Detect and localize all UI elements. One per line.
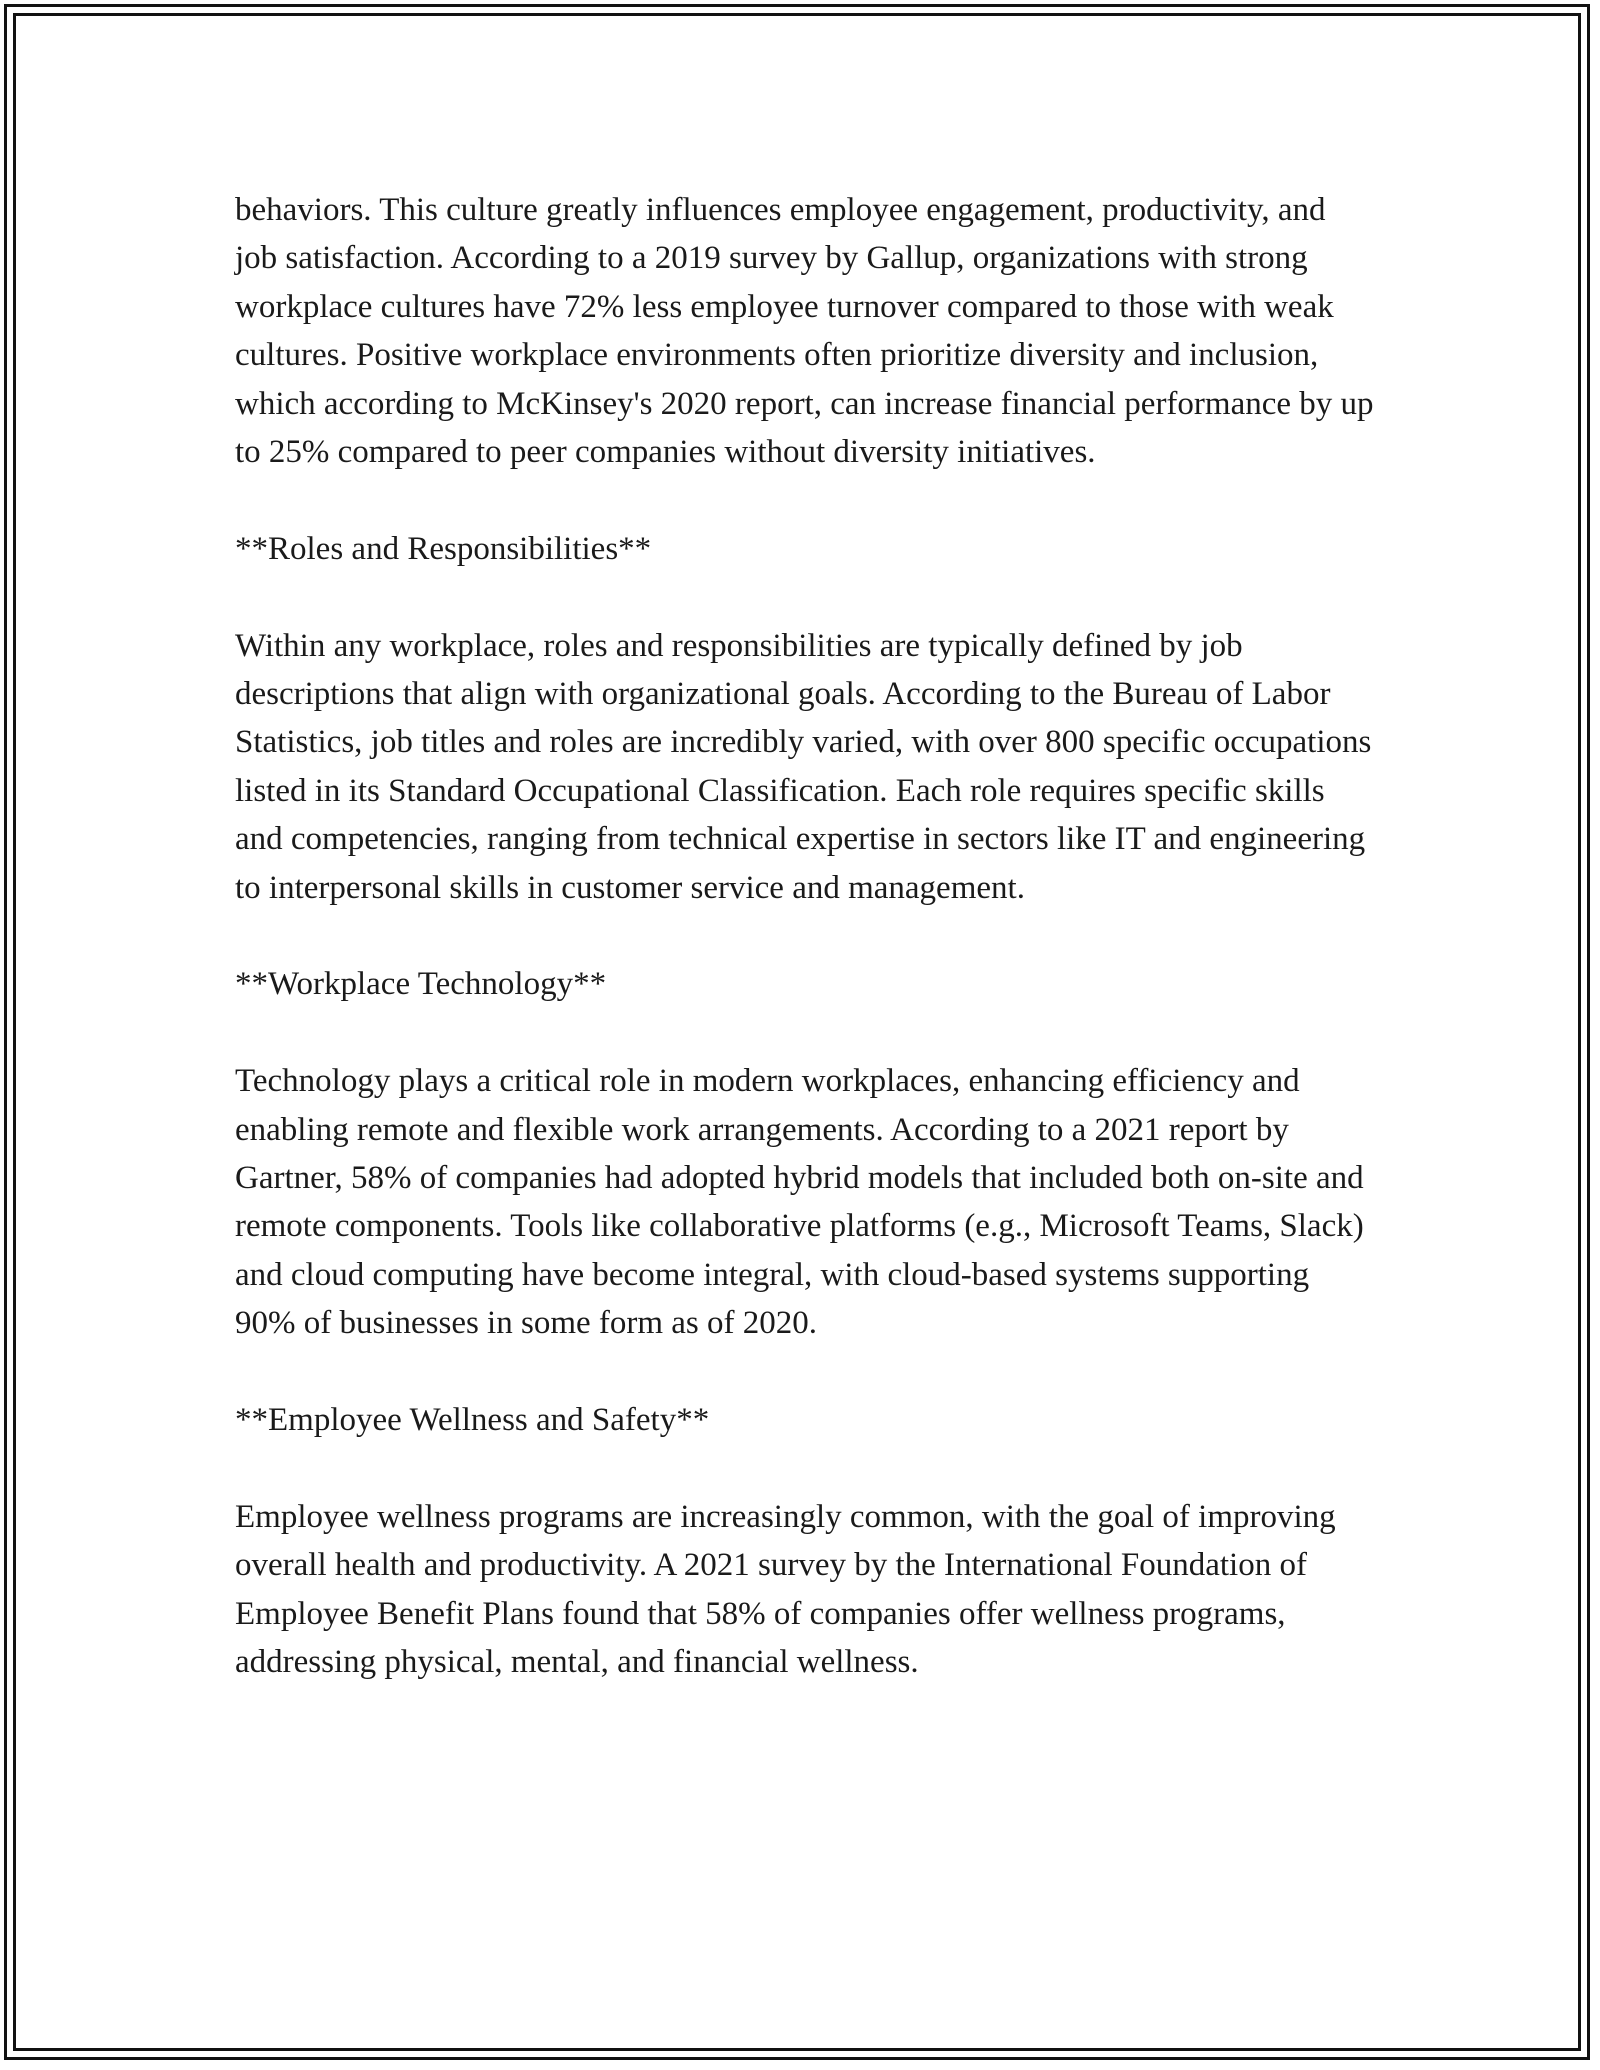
section-heading-wellness: **Employee Wellness and Safety** bbox=[235, 1402, 710, 1439]
paragraph-roles: Within any workplace, roles and responsibilities are typically defined by job descriptions that align with organizational goals. According to the Bureau of Labor Statistics, job titles and roles are incredibly varied, with over 800 specific occupations listed in its Standard Occupational Classification. Each role requires specific skills and competencies, ranging from technical expertise in sectors like IT and engineering to interpersonal skills in customer service and management. bbox=[235, 627, 1372, 906]
section-heading-roles: **Roles and Responsibilities** bbox=[235, 530, 652, 567]
document-body bbox=[235, 186, 1375, 1687]
section-heading-technology: **Workplace Technology** bbox=[235, 966, 607, 1003]
paragraph-wellness: Employee wellness programs are increasingly common, with the goal of improving overall health and productivity. A 2021 survey by the International Foundation of Employee Benefit Plans found that 58% of companies offer wellness programs, addressing physical, mental, and financial wellness. bbox=[235, 1498, 1336, 1681]
paragraph-workplace-culture: behaviors. This culture greatly influences employee engagement, productivity, and job satisfaction. According to a 2019 survey by Gallup, organizations with strong workplace cultures have 72% less employee turnover compared to those with weak cultures. Positive workplace environments often prioritize diversity and inclusion, which according to McKinsey's 2020 report, can increase financial performance by up to 25% compared to peer companies without diversity initiatives. bbox=[235, 192, 1374, 471]
paragraph-technology: Technology plays a critical role in modern workplaces, enhancing efficiency and enabling remote and flexible work arrangements. According to a 2021 report by Gartner, 58% of companies had adopted hybrid models that included both on-site and remote components. Tools like collaborative platforms (e.g., Microsoft Teams, Slack) and cloud computing have become integral, with cloud-based systems supporting 90% of businesses in some form as of 2020. bbox=[235, 1063, 1364, 1342]
